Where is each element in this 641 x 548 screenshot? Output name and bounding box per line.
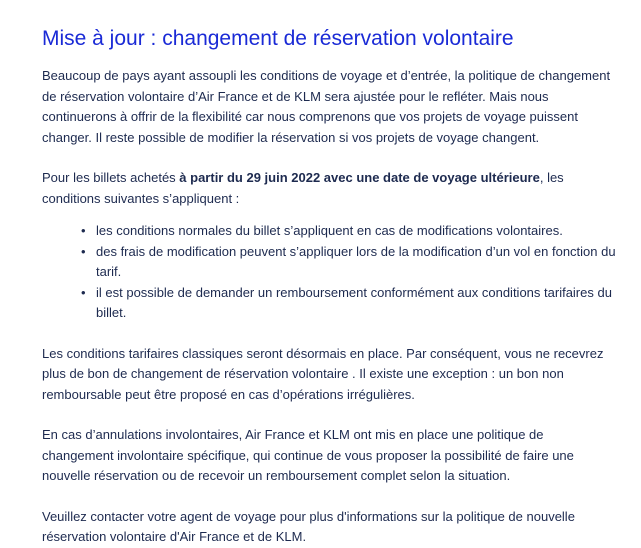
list-item [81,221,617,242]
conditions-intro-paragraph [42,168,617,209]
conditions-intro-date: à partir du 29 juin 2022 avec une date de voyage ultérieure [179,170,540,185]
list-item-text: les conditions normales du billet s’appliquent en cas de modifications volontaires. [96,223,563,238]
list-item [81,283,617,324]
list-item [81,242,617,283]
involuntary-paragraph: En cas d’annulations involontaires, Air France et KLM ont mis en place une politique de changement involontaire spécifique, qui continue de vous proposer la possibilité de faire une nouvelle réservation ou de recevoir un remboursement complet selon la situation. [42,427,574,483]
conditions-list [42,221,617,324]
page-title: Mise à jour : changement de réservation volontaire [42,27,514,50]
intro-paragraph: Beaucoup de pays ayant assoupli les conditions de voyage et d’entrée, la politique de changement de réservation volontaire d’Air France et de KLM sera ajustée pour le refléter. Mais nous continuerons à offrir de la flexibilité car nous comprenons que vos projets de voyage puissent changer. Il reste possible de modifier la réservation si vos projets de voyage changent. [42,68,611,145]
list-item-text: il est possible de demander un remboursement conformément aux conditions tarifaires du billet. [96,284,612,320]
bullet-icon: • [81,284,86,300]
bullet-icon: • [81,243,86,259]
list-item-text: des frais de modification peuvent s’appliquer lors de la modification d’un vol en fonction du tarif. [96,243,616,279]
contact-paragraph: Veuillez contacter votre agent de voyage pour plus d'informations sur la politique de nouvelle réservation volontaire d'Air France et de KLM. [42,508,575,544]
bullet-icon: • [81,223,86,238]
classic-conditions-paragraph: Les conditions tarifaires classiques seront désormais en place. Par conséquent, vous ne recevrez plus de bon de changement de réservation volontaire . Il existe une exception : un bon non remboursable peut être proposé en cas d’opérations irrégulières. [42,345,604,402]
conditions-intro-before: Pour les billets achetés [42,170,180,185]
conditions-intro-after: , les conditions suivantes s’appliquent : [42,170,564,206]
